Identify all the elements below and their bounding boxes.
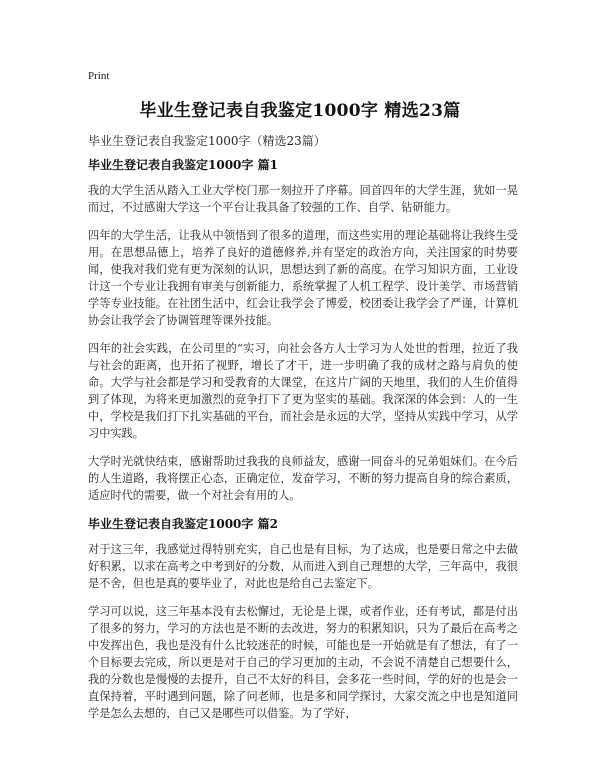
section-heading-2: 毕业生登记表自我鉴定1000字 篇2: [88, 517, 278, 531]
paragraph: 对于这三年，我感觉过得特别充实，自己也是有目标，为了达成，也是要日常之中去做好积累，以求在高考之中考到好的分数，从而进入到自己理想的大学，三年高中，我很是不舍，但也是真的要毕业了，对此也是给自己去鉴定下。: [88, 543, 518, 590]
document-body: [88, 156, 518, 722]
paragraph: 学习可以说，这三年基本没有去松懈过，无论是上课，或者作业，还有考试，都是付出了很多的努力，学习的方法也是不断的去改进，努力的积累知识，只为了最后在高考之中发挥出色，我也是没有什么比较迷茫的时候，可能也是一开始就是有了想法，有了一个目标要去完成，所以更是对于自己的学习更加的主动，不会说不清楚自己想要什么，我的分数也是慢慢的去提升，自己不太好的科目，会多花一些时间，学的好的也是会一直保持着，平时遇到问题，除了问老师，也是多和同学探讨，大家交流之中也是知道同学是怎么去想的，自己又是哪些可以借鉴。为了学好，: [88, 605, 518, 720]
document-subtitle: 毕业生登记表自我鉴定1000字（精选23篇）: [88, 134, 326, 148]
paragraph: 大学时光就快结束，感谢帮助过我我的良师益友，感谢一同奋斗的兄弟姐妹们。在今后的人生道路，我将摆正心态，正确定位，发奋学习，不断的努力提高自身的综合素质，适应时代的需要，做一个对社会有用的人。: [88, 455, 518, 502]
paragraph: 我的大学生活从踏入工业大学校门那一刻拉开了序幕。回首四年的大学生涯，犹如一晃而过，不过感谢大学这一个平台让我具备了较强的工作、自学、钻研能力。: [88, 184, 518, 214]
page-title: 毕业生登记表自我鉴定1000字 精选23篇: [139, 101, 461, 121]
print-link[interactable]: Print: [88, 70, 110, 82]
section-heading-1: 毕业生登记表自我鉴定1000字 篇1: [88, 158, 278, 172]
paragraph: 四年的社会实践，在公司里的“实习，向社会各方人士学习为人处世的哲理，拉近了我与社会的距离，也开拓了视野，增长了才干，进一步明确了我的成材之路与肩负的使命。大学与社会都是学习和受教育的大课堂，在这片广阔的天地里，我们的人生价值得到了体现，为将来更加激烈的竞争打下了更为坚实的基础。我深深的体会到：人的一生中，学校是我们打下扎实基础的平台，而社会是永远的大学，坚持从实践中学习，从学习中实践。: [88, 342, 518, 440]
paragraph: 四年的大学生活，让我从中领悟到了很多的道理，而这些实用的理论基础将让我终生受用。在思想品德上，培养了良好的道德修养,并有坚定的政治方向，关注国家的时势要闻，使我对我们党有更为深刻的认识，思想达到了新的高度。在学习知识方面，工业设计这一个专业让我拥有审美与创新能力，系统掌握了人机工程学、设计美学、市场营销学等专业技能。在社团生活中，红会让我学会了博爱，校团委让我学会了严谨，计算机协会让我学会了协调管理等课外技能。: [88, 229, 518, 327]
